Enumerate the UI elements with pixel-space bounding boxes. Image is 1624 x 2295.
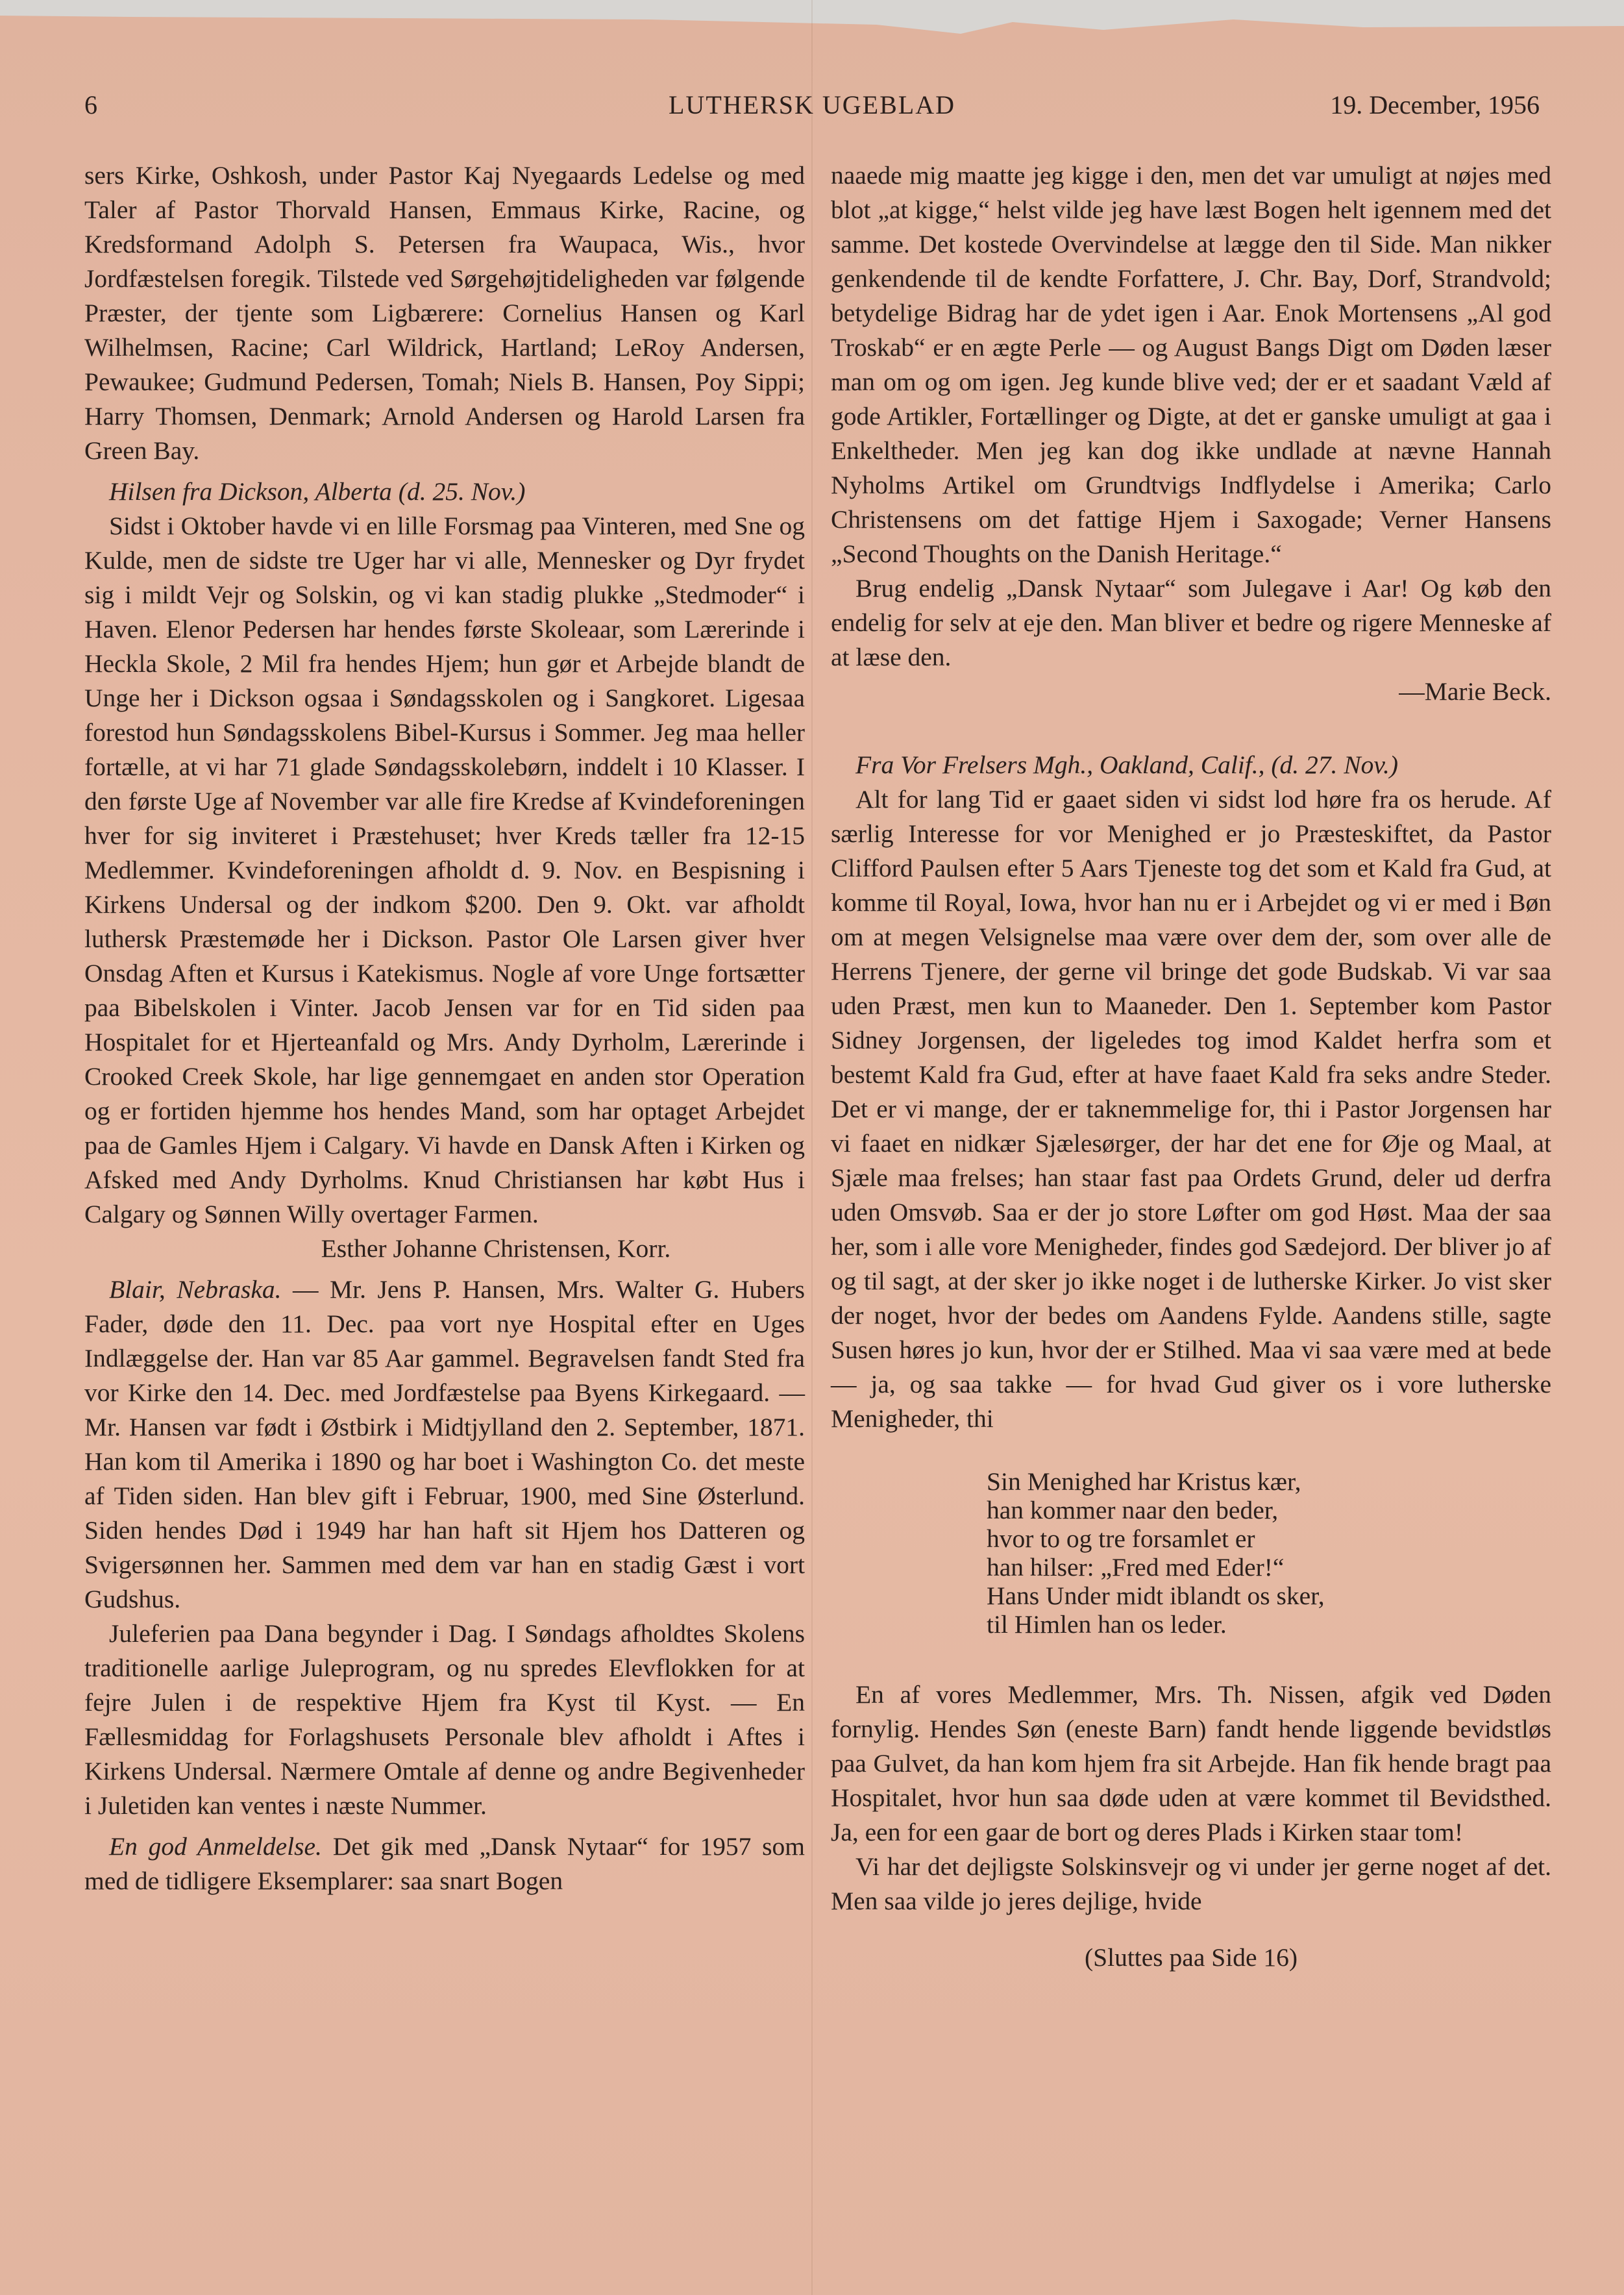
page-number: 6 — [84, 90, 97, 119]
fold-crease — [811, 0, 813, 2295]
issue-date: 19. December, 1956 — [1330, 90, 1540, 119]
continued-notice: (Sluttes paa Side 16) — [1084, 1943, 1298, 1972]
article-review: En god Anmeldelse. Det gik med „Dansk Nytaar“ for 1957 som med de tidligere Eksemplarer: saa snart Bogen — [84, 1832, 805, 1895]
article-heading-oakland: Fra Vor Frelsers Mgh., Oakland, Calif., (d. 27. Nov.) — [855, 751, 1399, 779]
article-paragraph: sers Kirke, Oshkosh, under Pastor Kaj Nyegaards Ledelse og med Taler af Pastor Thorvald Hansen, Emmaus Kirke, Racine, og Kredsformand Adolph S. Petersen fra Waupaca, Wis., hvor Jordfæstelsen foregik. Tilstede ved Sørgehøjtideligheden var følgende Præster, der tjente som Ligbærere: Cornelius Hansen og Karl Wilhelmsen, Racine; Carl Wildrick, Hartland; LeRoy Andersen, Pewaukee; Gudmund Pedersen, Tomah; Niels B. Hansen, Poy Sippi; Harry Thomsen, Denmark; Arnold Andersen og Harold Larsen fra Green Bay. — [84, 161, 805, 465]
verse-line: hvor to og tre forsamlet er — [987, 1524, 1255, 1553]
article-paragraph: naaede mig maatte jeg kigge i den, men det var umuligt at nøjes med blot „at kigge,“ helst vilde jeg have læst Bogen helt igennem med det samme. Det kostede Overvindelse at lægge den til Side. Man nikker genkendende til de kendte Forfattere, J. Chr. Bay, Dorf, Strandvold; betydelige Bidrag har de ydet igen i Aar. Enok Mortensens „Al god Troskab“ er en ægte Perle — og August Bangs Digt om Døden læser man om og om igen. Jeg kunde blive ved; der er et saadant Væld af gode Artikler, Fortællinger og Digte, at det er ganske umuligt at gaa i Enkeltheder. Men jeg kan dog ikke undlade at nævne Hannah Nyholms Artikel om Grundtvigs Indflydelse i Amerika; Carlo Christensens om det fattige Hjem i Saxogade; Verner Hansens „Second Thoughts on the Danish Heritage.“ — [831, 161, 1551, 568]
page-header — [84, 90, 1540, 129]
article-paragraph: Sidst i Oktober havde vi en lille Forsmag paa Vinteren, med Sne og Kulde, men de sidste tre Uger har vi alle, Mennesker og Dyr frydet sig i mildt Vejr og Solskin, og vi kan stadig plukke „Stedmoder“ i Haven. Elenor Pedersen har hendes første Skoleaar, som Lærerinde i Heckla Skole, 2 Mil fra hendes Hjem; hun gør et Arbejde blandt de Unge her i Dickson ogsaa i Søndagsskolen og i Sangkoret. Ligesaa forestod hun Søndagsskolens Bibel-Kursus i Sommer. Jeg maa heller fortælle, at vi har 71 glade Søndagsskolebørn, inddelt i 10 Klasser. I den første Uge af November var alle fire Kredse af Kvindeforeningen hver for sig inviteret i Præstehuset; hver Kreds tæller fra 12-15 Medlemmer. Kvindeforeningen afholdt d. 9. Nov. en Bespisning i Kirkens Undersal og der indkom $200. Den 9. Okt. var afholdt luthersk Præstemøde her i Dickson. Pastor Ole Larsen giver hver Onsdag Aften et Kursus i Katekismus. Nogle af vore Unge fortsætter paa Bibelskolen i Vinter. Jacob Jensen var for en Tid siden paa Hospitalet for et Hjerteanfald og Mrs. Andy Dyrholm, Lærerinde i Crooked Creek Skole, har lige gennemgaet en anden stor Operation og er fortiden hjemme hos hendes Mand, som har optaget Arbejdet paa de Gamles Hjem i Calgary. Vi havde en Dansk Aften i Kirken og Afsked med Andy Dyrholms. Knud Christiansen har købt Hus i Calgary og Sønnen Willy overtager Farmen. — [84, 512, 805, 1228]
hymn-verse — [987, 1467, 1551, 1639]
article-paragraph: Brug endelig „Dansk Nytaar“ som Julegave i Aar! Og køb den endelig for selv at eje den. Man bliver et bedre og rigere Menneske af at læse den. — [831, 574, 1551, 671]
article-paragraph: Alt for lang Tid er gaaet siden vi sidst lod høre fra os herude. Af særlig Interesse for vor Menighed er jo Præsteskiftet, da Pastor Clifford Paulsen efter 5 Aars Tjeneste tog det som et Kald fra Gud, at komme til Royal, Iowa, hvor han nu er i Arbejdet og vi er med i Bøn om at megen Velsignelse maa være over dem der, som over alle de Herrens Tjenere, der gerne vil bringe det gode Budskab. Vi var saa uden Præst, men kun to Maaneder. Den 1. September kom Pastor Sidney Jorgensen, der ligeledes tog imod Kaldet herfra som et bestemt Kald fra Gud, efter at have faaet Kald fra seks andre Steder. Det er vi mange, der er taknemmelige for, thi i Pastor Jorgensen har vi faaet en nidkær Sjælesørger, der har det ene for Øje og Maal, at Sjæle maa frelses; han staar fast paa Ordets Grund, deler ud derfra uden Omsvøb. Saa er der jo store Løfter om god Høst. Maa der saa her, som i alle vore Menigheder, findes god Sædejord. Der bliver jo af og til sagt, at der sker jo ikke noget i de lutherske Kirker. Jo vist sker der noget, hvor der bedes om Aandens Fylde. Aandens stille, sagte Susen høres jo kun, hvor der er Stilhed. Maa vi saa være med at bede — ja, og saa takke — for hvad Gud giver os i vore lutherske Menigheder, thi — [831, 785, 1551, 1433]
verse-line: Hans Under midt iblandt os sker, — [987, 1582, 1325, 1610]
left-column — [84, 158, 805, 1898]
article-blair: Blair, Nebraska. — Mr. Jens P. Hansen, Mrs. Walter G. Hubers Fader, døde den 11. Dec. paa vort nye Hospital efter en Uges Indlæggelse der. Han var 85 Aar gammel. Begravelsen fandt Sted fra vor Kirke den 14. Dec. med Jordfæstelse paa Byens Kirkegaard. — Mr. Hansen var født i Østbirk i Midtjylland den 2. September, 1871. Han kom til Amerika i 1890 og har boet i Washington Co. det meste af Tiden siden. Han blev gift i Februar, 1900, med Sine Østerlund. Siden hendes Død i 1949 har han haft sit Hjem hos Datteren og Svigersønnen her. Sammen med dem var han en stadig Gæst i vort Gudshus. — [84, 1275, 805, 1613]
review-signature: —Marie Beck. — [1399, 677, 1551, 706]
article-paragraph: En af vores Medlemmer, Mrs. Th. Nissen, afgik ved Døden fornylig. Hendes Søn (eneste Barn) fandt hende liggende bevidstløs paa Gulvet, da han kom hjem fra sit Arbejde. Han fik hende bragt paa Hospitalet, hvor hun saa døde uden at være kommet til Bevidsthed. Ja, een for een gaar de bort og deres Plads i Kirken staar tom! — [831, 1680, 1551, 1846]
article-paragraph: Vi har det dejligste Solskinsvejr og vi under jer gerne noget af det. Men saa vilde jo jeres dejlige, hvide — [831, 1852, 1551, 1915]
verse-line: han hilser: „Fred med Eder!“ — [987, 1553, 1285, 1582]
correspondent-signature: Esther Johanne Christensen, Korr. — [321, 1234, 671, 1263]
verse-line: Sin Menighed har Kristus kær, — [987, 1467, 1301, 1496]
article-heading-dickson: Hilsen fra Dickson, Alberta (d. 25. Nov.) — [109, 477, 526, 506]
article-paragraph: Juleferien paa Dana begynder i Dag. I Søndags afholdtes Skolens traditionelle aarlige Juleprogram, og nu spredes Elevflokken for at fejre Julen i de respektive Hjem fra Kyst til Kyst. — En Fællesmiddag for Forlagshusets Personale blev afholdt i Aftes i Kirkens Undersal. Nærmere Omtale af denne og andre Begivenheder i Juletiden kan ventes i næste Nummer. — [84, 1619, 805, 1820]
article-heading-review: En god Anmeldelse. — [109, 1832, 322, 1861]
article-heading-blair: Blair, Nebraska. — [109, 1275, 282, 1304]
publication-title: LUTHERSK UGEBLAD — [669, 90, 955, 119]
verse-line: til Himlen han os leder. — [987, 1610, 1227, 1639]
right-column — [831, 158, 1551, 1975]
verse-line: han kommer naar den beder, — [987, 1496, 1279, 1524]
